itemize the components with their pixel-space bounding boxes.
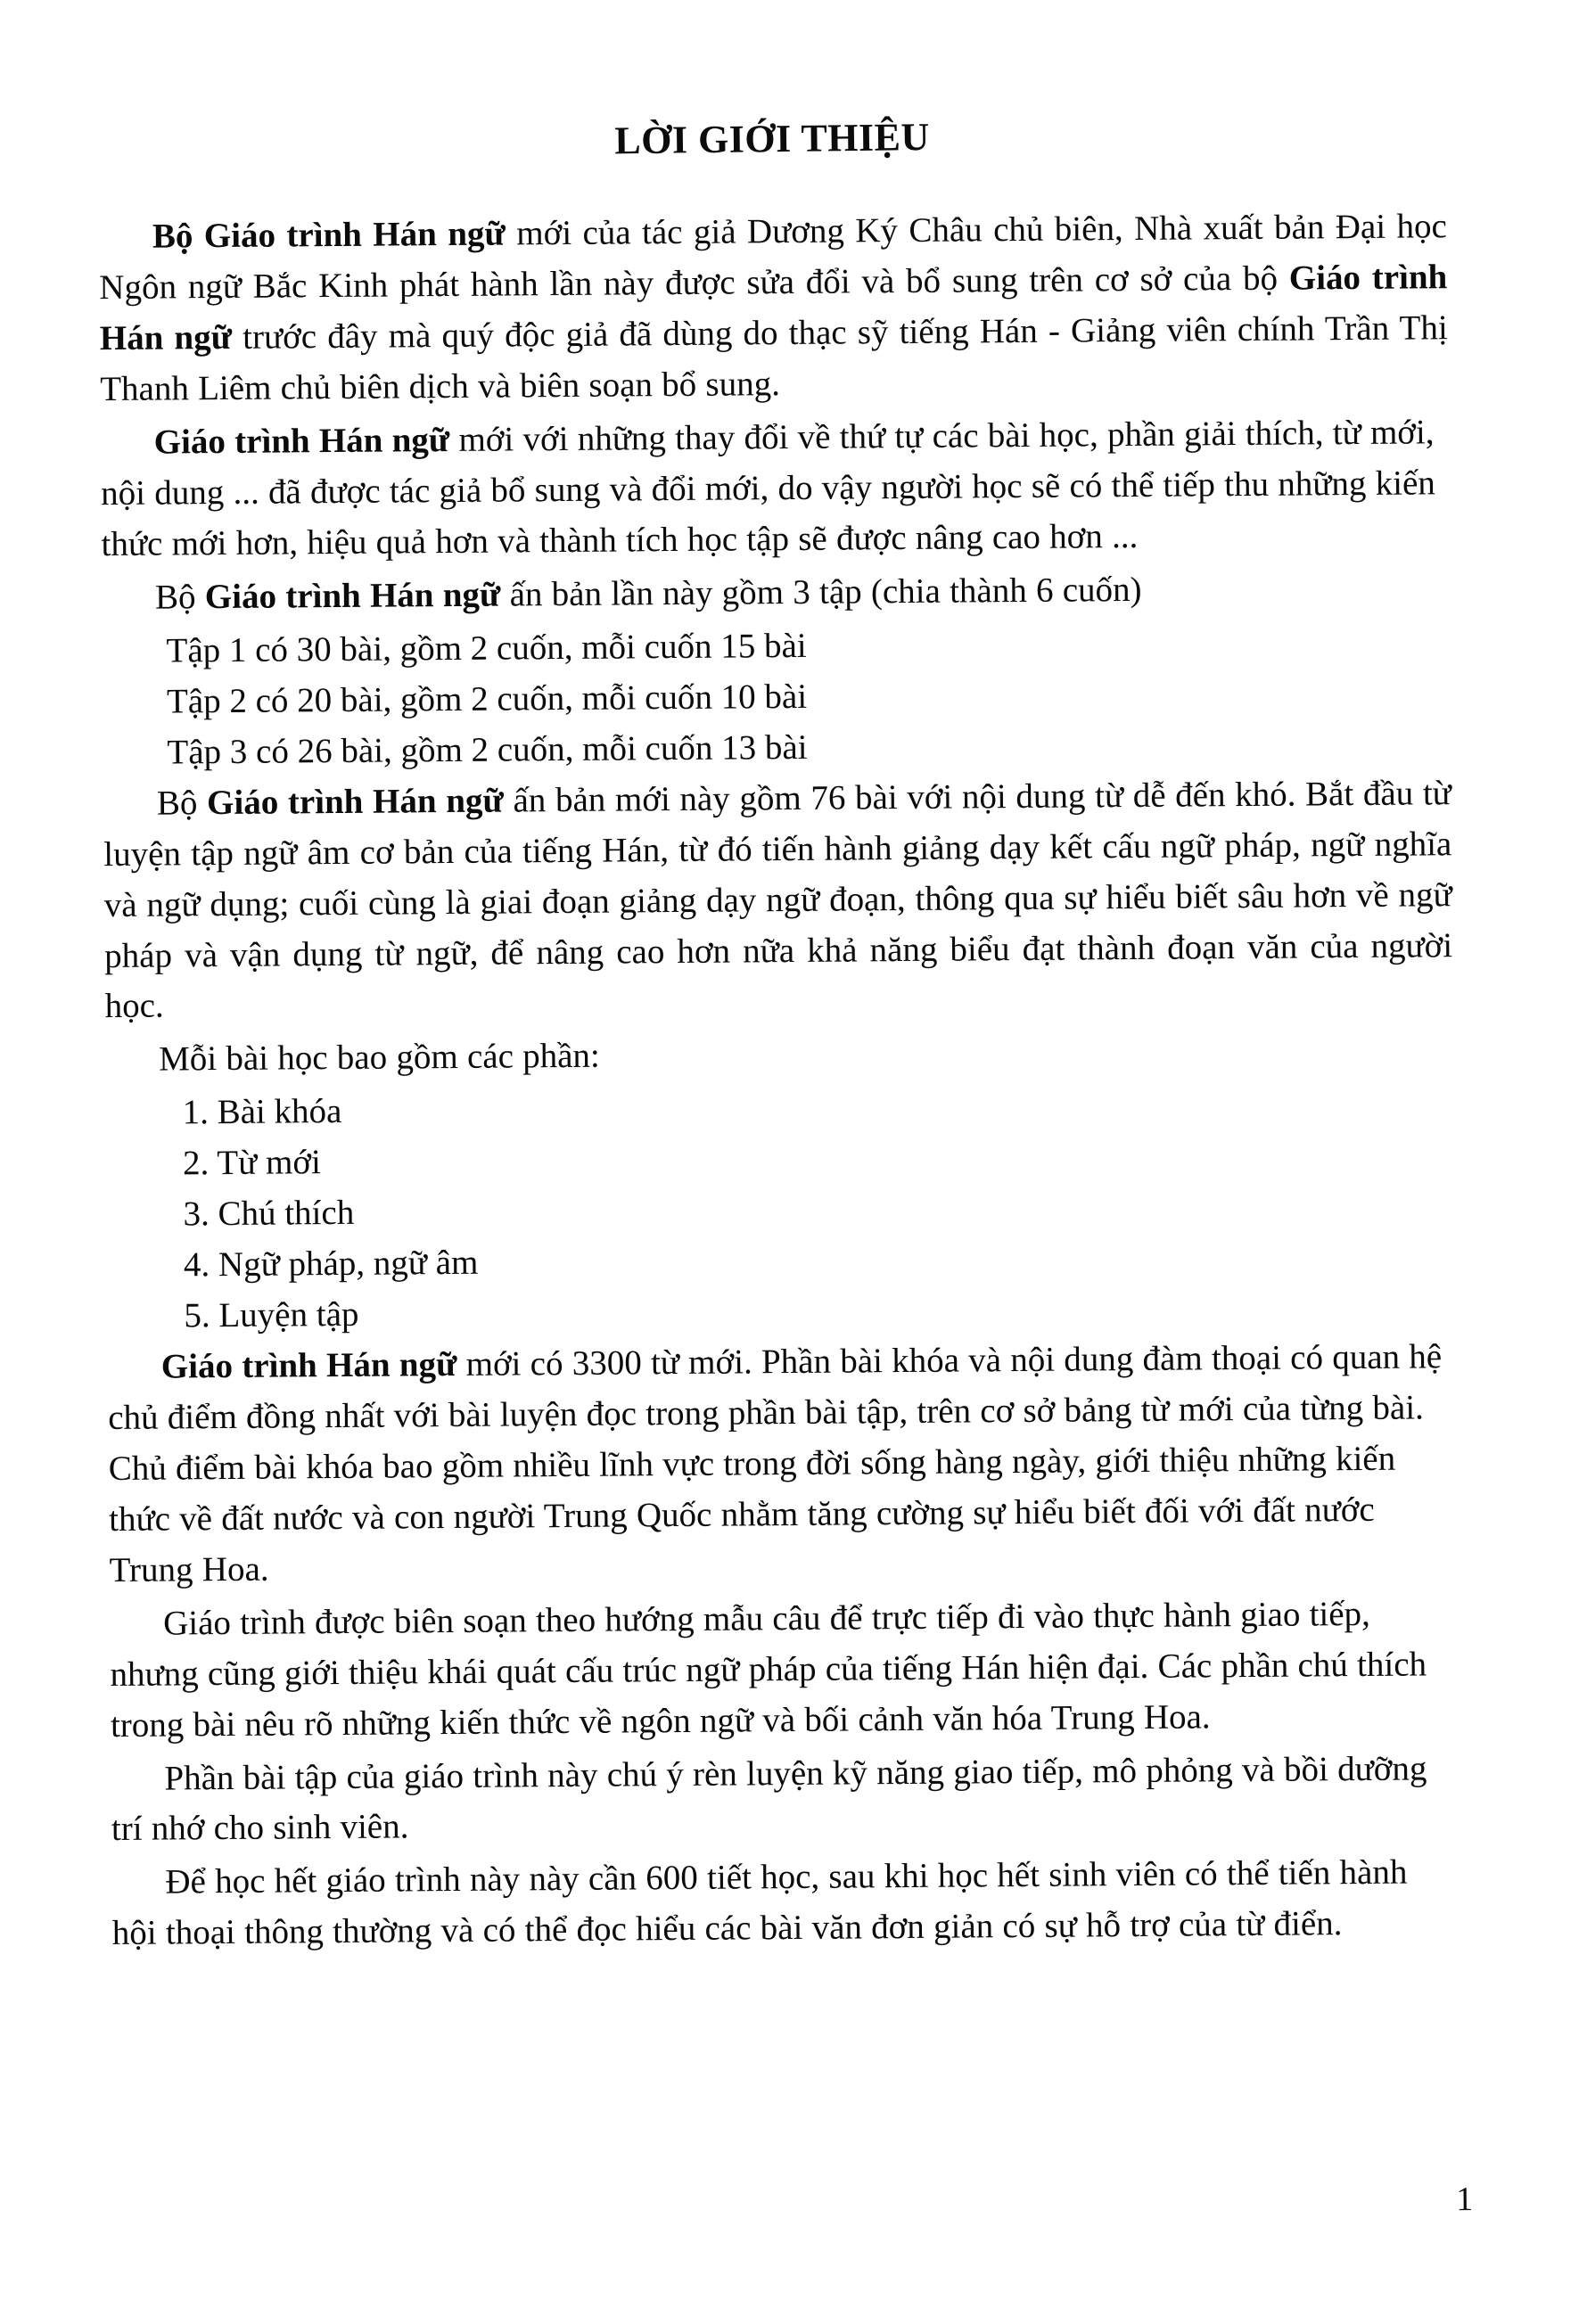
paragraph-changes	[100, 407, 1449, 571]
page-number: 1	[1456, 2180, 1474, 2219]
paragraph-new-edition	[103, 768, 1453, 1033]
list-item: 5. Luyện tập	[184, 1294, 359, 1335]
paragraph-lesson-parts-intro	[105, 1025, 1453, 1087]
paragraph-vocabulary	[108, 1332, 1458, 1597]
paragraph-body-text: Phần bài tập của giáo trình này chú ý rèn luyện kỹ năng giao tiếp, mô phỏng và bồi dưỡng trí nhớ cho sinh viên.	[111, 1748, 1427, 1849]
volume-list	[102, 616, 1451, 779]
paragraph-intro-origin	[99, 202, 1449, 416]
list-item: 4. Ngữ pháp, ngữ âm	[183, 1243, 479, 1285]
paragraph-structure	[110, 1589, 1459, 1752]
paragraph-body-text: mới với những thay đổi về thứ tự các bài học, phần giải thích, từ mới, nội dung ... đã được tác giả bổ sung và đổi mới, do vậy người học sẽ có thể tiếp thu những kiến thức mới hơn, hiệu quả hơn và thành tích học tập sẽ được nâng cao hơn ...	[100, 413, 1435, 564]
book-title-bold: Giáo trình Hán ngữ	[206, 781, 505, 822]
paragraph-body-text: Để học hết giáo trình này này cần 600 tiết học, sau khi học hết sinh viên có thể tiến hành hội thoại thông thường và có thể đọc hiểu các bài văn đơn giản có sự hỗ trợ của từ điển.	[111, 1853, 1408, 1953]
page-title: LỜI GIỚI THIỆU	[614, 115, 931, 163]
document-content	[98, 112, 1460, 1962]
book-title-bold: Giáo trình Hán ngữ	[203, 214, 506, 256]
list-item: 1. Bài khóa	[182, 1092, 342, 1132]
paragraph-body-text: ấn bản mới này gồm 76 bài với nội dung từ dễ đến khó. Bắt đầu từ luyện tập ngữ âm cơ bản của tiếng Hán, từ đó tiến hành giảng dạy kết cấu ngữ pháp, ngữ nghĩa và ngữ dụng; cuối cùng là giai đoạn giảng dạy ngữ đoạn, thông qua sự hiểu biết sâu hơn về ngữ pháp và vận dụng từ ngữ, để nâng cao hơn nữa khả năng biểu đạt thành đoạn văn của người học.	[103, 773, 1453, 1026]
paragraph-hours	[111, 1848, 1460, 1960]
paragraph-body-text: Mỗi bài học bao gồm các phần:	[158, 1037, 600, 1079]
list-item: Tập 2 có 20 bài, gồm 2 cuốn, mỗi cuốn 10 bài	[166, 677, 808, 721]
paragraph-body-text: trước đây mà quý độc giả đã dùng do thạc sỹ tiếng Hán - Giảng viên chính Trần Thị Thanh Liêm chủ biên dịch và biên soạn bổ sung.	[100, 308, 1448, 409]
paragraph-body-text: mới của tác giả Dương Ký Châu chủ biên, Nhà xuất bản Đại học Ngôn ngữ Bắc Kinh phát hành lần này được sửa đổi và bổ sung trên cơ sở của bộ	[99, 207, 1448, 308]
paragraph-prefix: Bộ	[156, 783, 208, 823]
list-item: 3. Chú thích	[183, 1194, 355, 1234]
paragraph-body-text: mới có 3300 từ mới. Phần bài khóa và nội dung đàm thoại có quan hệ chủ điểm đồng nhất với bài luyện đọc trong phần bài tập, trên cơ sở bảng từ mới của từng bài. Chủ điểm bài khóa bao gồm nhiều lĩnh vực trong đời sống hàng ngày, giới thiệu những kiến thức về đất nước và con người Trung Quốc nhằm tăng cường sự hiểu biết đối với đất nước Trung Hoa.	[108, 1337, 1443, 1589]
paragraph-exercises	[111, 1744, 1460, 1856]
paragraph-prefix: Bộ	[154, 578, 205, 617]
list-item: 2. Từ mới	[182, 1143, 322, 1183]
list-item: Tập 3 có 26 bài, gồm 2 cuốn, mỗi cuốn 13 bài	[167, 727, 808, 772]
list-item: Tập 1 có 30 bài, gồm 2 cuốn, mỗi cuốn 15 bài	[166, 626, 807, 670]
paragraph-volumes-intro	[102, 563, 1450, 624]
book-title-bold: Giáo trình Hán ngữ	[160, 1344, 457, 1386]
paragraph-prefix: Bộ	[152, 217, 204, 257]
book-title-bold: Giáo trình Hán ngữ	[153, 421, 450, 462]
lesson-parts-list	[105, 1079, 1455, 1343]
book-title-bold: Giáo trình Hán ngữ	[204, 575, 501, 617]
paragraph-body-text: ấn bản lần này gồm 3 tập (chia thành 6 cuốn)	[500, 570, 1142, 614]
book-title-bold: Giáo trình Hán ngữ	[99, 258, 1448, 358]
paragraph-body-text: Giáo trình được biên soạn theo hướng mẫu câu để trực tiếp đi vào thực hành giao tiếp, nhưng cũng giới thiệu khái quát cấu trúc ngữ pháp của tiếng Hán hiện đại. Các phần chú thích trong bài nêu rõ những kiến thức về ngôn ngữ và bối cảnh văn hóa Trung Hoa.	[110, 1594, 1427, 1745]
